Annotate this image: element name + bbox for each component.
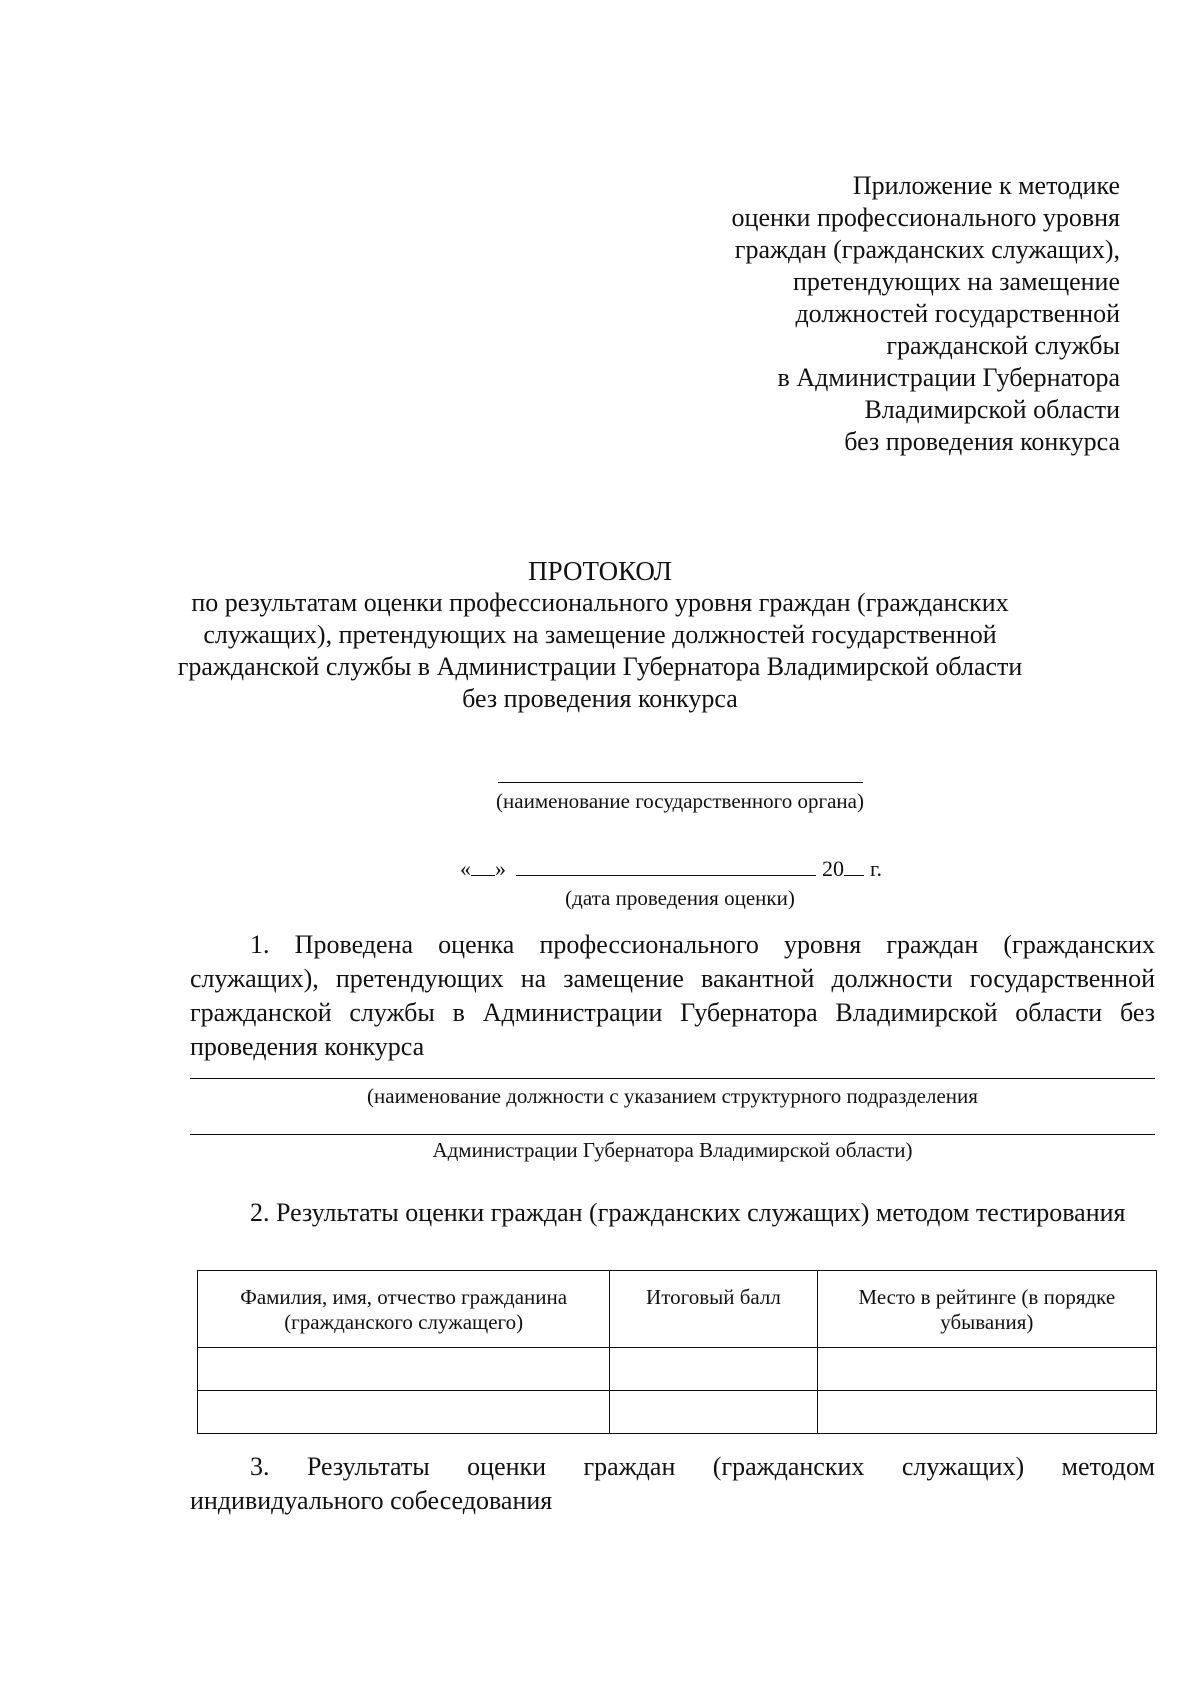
section-1-text: 1. Проведена оценка профессионального уровня граждан (гражданских служащих), претендующих на замещение вакантной должности государственной гражданской службы в Администрации Губернатора Владимирской области без проведения конкурса: [190, 930, 1155, 1061]
header-rating-place: Место в рейтинге (в порядке убывания): [817, 1271, 1156, 1348]
testing-results-table: [197, 1270, 1157, 1434]
date-open-quote: «: [460, 856, 471, 881]
section-3-text: 3. Результаты оценки граждан (гражданских служащих) методом индивидуального собеседования: [190, 1452, 1155, 1515]
table-row: [198, 1391, 1157, 1434]
appendix-note: [560, 170, 1120, 458]
gov-organ-blank-line[interactable]: [498, 782, 863, 783]
table-cell-name[interactable]: [198, 1391, 610, 1434]
subtitle-line: по результатам оценки профессионального уровня граждан (гражданских: [191, 588, 1009, 617]
appendix-line: Владимирской области: [864, 395, 1120, 424]
appendix-line: в Администрации Губернатора: [777, 363, 1120, 392]
day-blank[interactable]: [471, 857, 495, 876]
page-title: ПРОТОКОЛ: [528, 556, 672, 586]
subtitle-line: гражданской службы в Администрации Губернатора Владимирской области: [177, 652, 1023, 681]
section-2-paragraph: [190, 1196, 1155, 1230]
gov-organ-field: [400, 782, 960, 814]
table-cell-name[interactable]: [198, 1348, 610, 1391]
section-3-paragraph: [190, 1450, 1155, 1518]
position-caption-1: (наименование должности с указанием структурного подразделения: [367, 1084, 978, 1108]
appendix-line: претендующих на замещение: [792, 267, 1120, 296]
position-blank-line-2[interactable]: [190, 1134, 1155, 1135]
gov-organ-caption: (наименование государственного органа): [496, 789, 864, 813]
table-cell-score[interactable]: [610, 1391, 817, 1434]
table-header-row: [198, 1271, 1157, 1348]
appendix-line: без проведения конкурса: [844, 427, 1120, 456]
subtitle-line: служащих), претендующих на замещение должностей государственной: [203, 620, 997, 649]
appendix-line: оценки профессионального уровня: [731, 203, 1120, 232]
year-prefix: 20: [822, 856, 844, 881]
protocol-header: [150, 555, 1050, 715]
year-blank[interactable]: [844, 857, 864, 876]
table-cell-rating[interactable]: [817, 1348, 1156, 1391]
header-total-score: Итоговый балл: [610, 1271, 817, 1348]
appendix-line: должностей государственной: [795, 299, 1120, 328]
appendix-line: граждан (гражданских служащих),: [734, 235, 1120, 264]
year-suffix: г.: [870, 856, 883, 881]
table-cell-rating[interactable]: [817, 1391, 1156, 1434]
section-1-paragraph: [190, 928, 1155, 1064]
position-blank-line-1[interactable]: [190, 1078, 1155, 1079]
position-caption-2: Администрации Губернатора Владимирской области): [432, 1138, 913, 1162]
subtitle-line: без проведения конкурса: [462, 684, 738, 713]
appendix-line: Приложение к методике: [852, 171, 1120, 200]
table-cell-score[interactable]: [610, 1348, 817, 1391]
date-caption: (дата проведения оценки): [565, 886, 795, 910]
date-field: [460, 856, 920, 882]
header-full-name: Фамилия, имя, отчество гражданина (гражданского служащего): [198, 1271, 610, 1348]
month-blank[interactable]: [516, 857, 816, 876]
date-close-quote: »: [495, 856, 506, 881]
section-2-text: 2. Результаты оценки граждан (гражданских служащих) методом тестирования: [250, 1198, 1126, 1227]
table-row: [198, 1348, 1157, 1391]
appendix-line: гражданской службы: [886, 331, 1120, 360]
